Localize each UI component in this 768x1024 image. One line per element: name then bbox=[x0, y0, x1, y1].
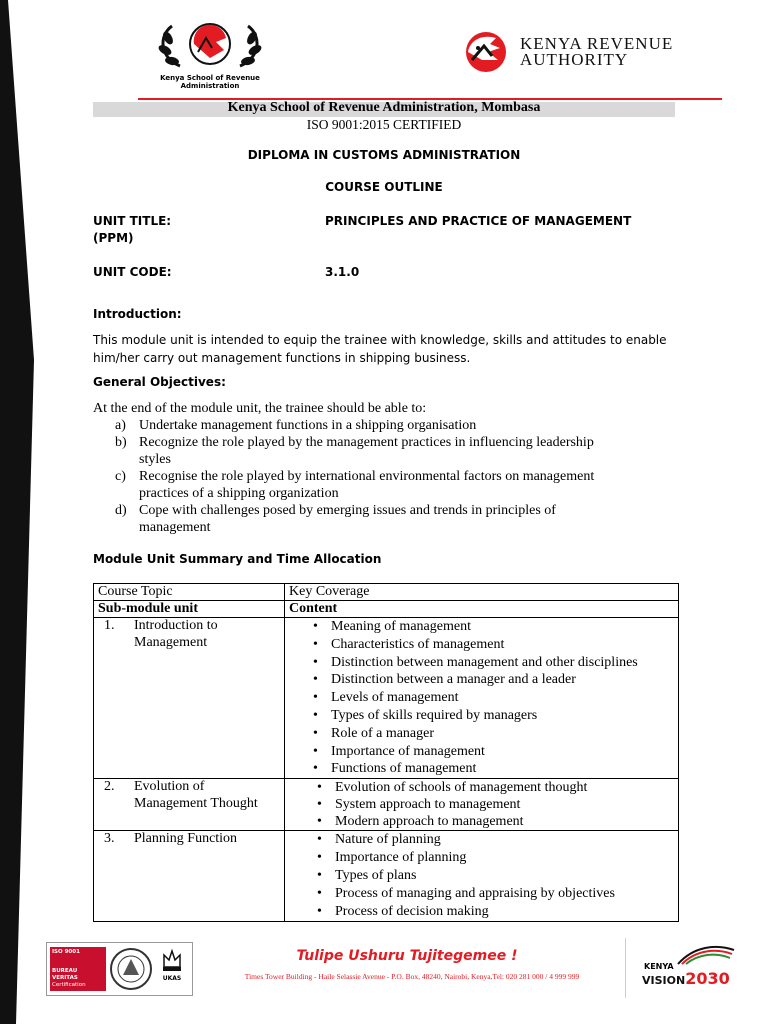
list-item: • Meaning of management bbox=[331, 618, 674, 636]
objective-item: a) bbox=[115, 418, 126, 433]
objective-text: Undertake management functions in a shipping organisation bbox=[139, 418, 477, 433]
list-item: • Evolution of schools of management thought bbox=[335, 779, 674, 796]
list-item: • System approach to management bbox=[335, 796, 674, 813]
kenya-vision-2030-logo: KENYA VISION2030 bbox=[640, 944, 740, 994]
ksra-logo-text: Kenya School of Revenue Administration bbox=[160, 74, 260, 90]
table-row bbox=[94, 831, 679, 922]
topic-name: Planning Function bbox=[134, 831, 238, 847]
kra-logo bbox=[456, 30, 716, 80]
bureau-veritas-seal-icon bbox=[109, 945, 153, 993]
ksra-logo bbox=[150, 18, 270, 92]
content-list bbox=[315, 779, 674, 830]
objective-text: Recognise the role played by international environmental factors on management practices of a shipping organization bbox=[139, 469, 595, 501]
col-sub-module-unit: Sub-module unit bbox=[94, 601, 285, 618]
table-row bbox=[94, 618, 679, 779]
introduction-heading: Introduction: bbox=[93, 307, 182, 321]
footer-divider bbox=[625, 938, 626, 998]
unit-title-label: UNIT TITLE: bbox=[93, 214, 172, 228]
bureau-veritas-badge: ISO 9001 BUREAU VERITAS Certification bbox=[50, 947, 106, 991]
list-item: • Process of decision making bbox=[335, 903, 674, 921]
list-item: • Nature of planning bbox=[335, 831, 674, 849]
vision-swoosh-icon bbox=[676, 944, 736, 966]
list-item: • Modern approach to management bbox=[335, 813, 674, 830]
objective-text: Cope with challenges posed by emerging issues and trends in principles of management bbox=[139, 503, 556, 535]
topic-number: 3. bbox=[104, 831, 115, 847]
ukas-logo: UKAS bbox=[157, 947, 187, 991]
list-item: • Functions of management bbox=[331, 760, 674, 778]
kra-name-line1: KENYA REVENUE bbox=[520, 34, 674, 53]
footer-slogan: Tulipe Ushuru Tujitegemee ! bbox=[296, 948, 518, 964]
col-header-key-coverage: Key Coverage bbox=[285, 584, 679, 601]
list-item: • Types of plans bbox=[335, 867, 674, 885]
topic-name: Introduction to Management bbox=[134, 618, 218, 650]
objective-item: c) bbox=[115, 469, 126, 484]
table-header-row bbox=[94, 584, 679, 601]
unit-title-value: PRINCIPLES AND PRACTICE OF MANAGEMENT bbox=[325, 214, 632, 228]
col-content: Content bbox=[285, 601, 679, 618]
objective-text: Recognize the role played by the management practices in influencing leadership styles bbox=[139, 435, 594, 467]
course-outline-title: COURSE OUTLINE bbox=[325, 180, 443, 194]
iso-certification: ISO 9001:2015 CERTIFIED bbox=[306, 117, 462, 132]
certification-badges bbox=[46, 942, 193, 996]
content-list bbox=[315, 831, 674, 921]
objective-item: b) bbox=[115, 435, 127, 450]
list-item: • Levels of management bbox=[331, 689, 674, 707]
content-list bbox=[311, 618, 674, 778]
list-item: • Importance of management bbox=[331, 743, 674, 761]
objectives-heading: General Objectives: bbox=[93, 375, 226, 389]
unit-code-label: UNIT CODE: bbox=[93, 265, 172, 279]
list-item: • Characteristics of management bbox=[331, 636, 674, 654]
footer-address: Times Tower Building - Haile Selassie Avenue - P.O. Box, 48240, Nairobi, Kenya,Tel: 020 281 000 / 4 999 999 bbox=[244, 972, 580, 981]
topic-number: 1. bbox=[104, 618, 115, 633]
table-row bbox=[94, 779, 679, 831]
unit-code-value: 3.1.0 bbox=[325, 265, 360, 279]
left-edge-decoration bbox=[0, 0, 60, 1024]
institution-name: Kenya School of Revenue Administration, Mombasa bbox=[227, 100, 541, 115]
ukas-crown-icon bbox=[160, 947, 184, 973]
objectives-lead: At the end of the module unit, the trainee should be able to: bbox=[93, 401, 427, 416]
kra-lion-icon bbox=[456, 30, 518, 76]
list-item: • Distinction between a manager and a leader bbox=[331, 671, 674, 689]
topic-number: 2. bbox=[104, 779, 115, 795]
table-subheader-row bbox=[94, 601, 679, 618]
topic-name: Evolution of Management Thought bbox=[134, 779, 258, 811]
unit-title-abbrev: (PPM) bbox=[93, 231, 134, 245]
objective-item: d) bbox=[115, 503, 127, 518]
diploma-title: DIPLOMA IN CUSTOMS ADMINISTRATION bbox=[247, 148, 521, 162]
list-item: • Importance of planning bbox=[335, 849, 674, 867]
kra-name-line2: AUTHORITY bbox=[520, 50, 629, 69]
summary-heading: Module Unit Summary and Time Allocation bbox=[93, 552, 382, 566]
introduction-body: This module unit is intended to equip the trainee with knowledge, skills and attitudes to enable him/her carry out management functions in shipping business. bbox=[93, 333, 667, 365]
list-item: • Process of managing and appraising by objectives bbox=[335, 885, 674, 903]
list-item: • Role of a manager bbox=[331, 725, 674, 743]
col-header-course-topic: Course Topic bbox=[94, 584, 285, 601]
list-item: • Types of skills required by managers bbox=[331, 707, 674, 725]
list-item: • Distinction between management and other disciplines bbox=[331, 654, 674, 672]
course-outline-table bbox=[93, 583, 679, 922]
ksra-crest-icon bbox=[150, 18, 270, 76]
